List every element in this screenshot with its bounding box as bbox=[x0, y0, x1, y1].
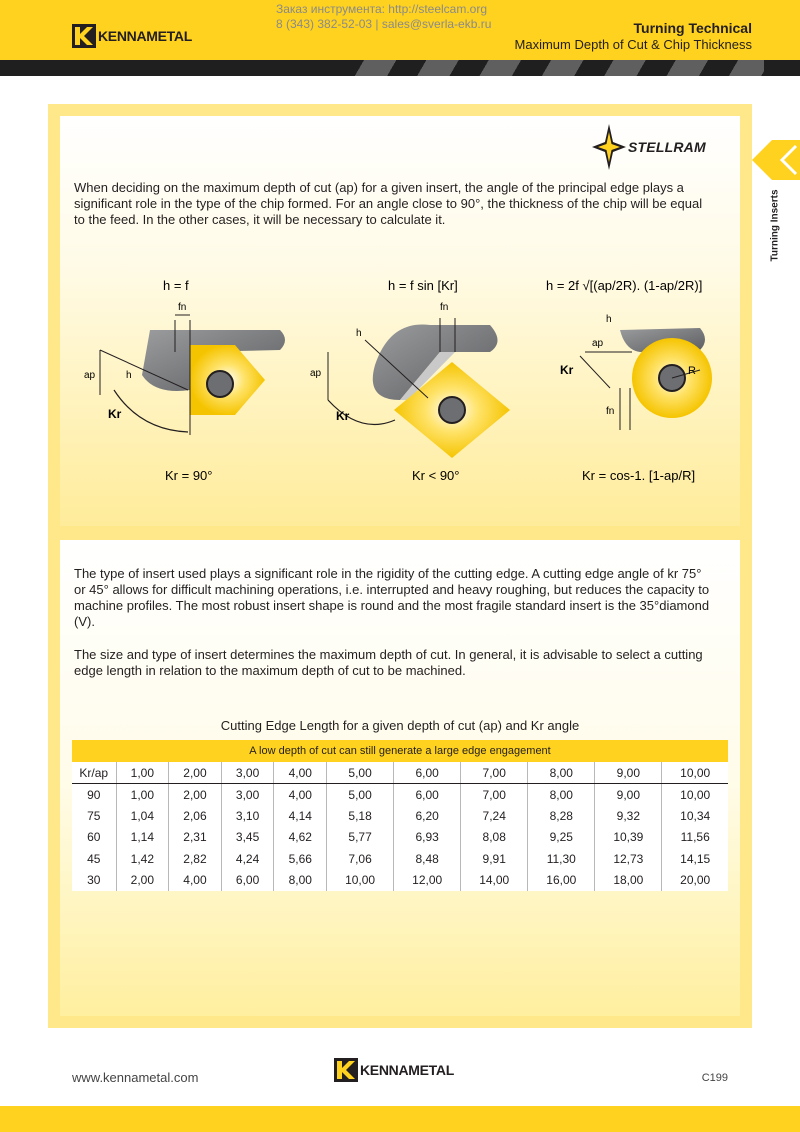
contact-info bbox=[276, 2, 491, 32]
table-cell: 4,00 bbox=[274, 784, 327, 806]
label-h-2: h bbox=[356, 328, 362, 339]
table-cell: 6,93 bbox=[394, 827, 461, 849]
stellram-brand: STELLRAM bbox=[628, 139, 706, 155]
contact-line-1: Заказ инструмента: http://steelcam.org bbox=[276, 2, 488, 16]
table-cell: 30 bbox=[72, 870, 116, 892]
section-title-main: Turning Technical bbox=[633, 20, 752, 36]
footer-bar bbox=[0, 1106, 800, 1132]
insert-hole-2 bbox=[439, 397, 465, 423]
page-header bbox=[0, 0, 800, 60]
table-cell: 9,91 bbox=[461, 848, 528, 870]
header-cell: 6,00 bbox=[394, 762, 461, 784]
formula-1: h = f bbox=[163, 278, 189, 293]
insert-hole-1 bbox=[207, 371, 233, 397]
table-cell: 14,15 bbox=[680, 851, 711, 866]
table-cell: 2,31 bbox=[169, 827, 222, 849]
diagram-kr-90 bbox=[84, 278, 285, 483]
page-number: C199 bbox=[701, 1072, 728, 1084]
table-row bbox=[72, 848, 728, 870]
label-r-3: R bbox=[688, 365, 696, 377]
header-cell: Kr/ap bbox=[72, 762, 116, 784]
table-cell: 8,28 bbox=[528, 805, 595, 827]
label-kr-2: Kr bbox=[336, 409, 350, 423]
label-fn-1: fn bbox=[178, 302, 187, 313]
label-ap-3: ap bbox=[592, 338, 604, 349]
table-cell: 5,00 bbox=[327, 784, 394, 806]
table-cell: 60 bbox=[72, 827, 116, 849]
table-cell: 1,42 bbox=[116, 848, 169, 870]
label-fn-3: fn bbox=[606, 406, 615, 417]
header-cell: 8,00 bbox=[528, 762, 595, 784]
table-cell: 8,48 bbox=[394, 848, 461, 870]
kennametal-k-icon bbox=[334, 1058, 358, 1082]
diagram-round-insert bbox=[546, 278, 712, 483]
header-cell: 4,00 bbox=[274, 762, 327, 784]
table-cell: 8,08 bbox=[461, 827, 528, 849]
table-cell: 4,24 bbox=[221, 848, 274, 870]
section-tab-text: Turning Inserts bbox=[769, 189, 781, 262]
header-cell: 9,00 bbox=[595, 762, 662, 784]
header-cell: 2,00 bbox=[169, 762, 222, 784]
brand-name: KENNAMETAL bbox=[98, 28, 192, 44]
kennametal-logo bbox=[72, 24, 192, 48]
footer-kennametal-logo bbox=[334, 1058, 454, 1082]
formula-2: h = f sin [Kr] bbox=[388, 278, 458, 293]
table-cell: 3,45 bbox=[221, 827, 274, 849]
contact-line-2: 8 (343) 382-52-03 | sales@sverla-ekb.ru bbox=[276, 17, 492, 31]
section-title bbox=[515, 20, 752, 53]
header-cell: 1,00 bbox=[116, 762, 169, 784]
table-cell: 5,77 bbox=[327, 827, 394, 849]
footer-website-link[interactable]: www.kennametal.com bbox=[72, 1070, 199, 1085]
caption-1: Kr = 90° bbox=[165, 468, 213, 483]
table-cell: 9,25 bbox=[528, 827, 595, 849]
label-fn-2: fn bbox=[440, 302, 449, 313]
table-cell: 8,00 bbox=[274, 870, 327, 892]
table-row bbox=[72, 805, 728, 827]
table-cell: 2,00 bbox=[116, 870, 169, 892]
table-cell: 16,00 bbox=[528, 870, 595, 892]
footer-brand-name: KENNAMETAL bbox=[360, 1062, 454, 1078]
cutting-edge-length-table bbox=[72, 762, 728, 891]
header-cell: 7,00 bbox=[461, 762, 528, 784]
chevron-left-icon bbox=[752, 140, 800, 180]
table-cell: 10,39 bbox=[595, 827, 662, 849]
caption-2: Kr < 90° bbox=[412, 468, 460, 483]
label-ap-1: ap bbox=[84, 370, 96, 381]
header-cell: 10,00 bbox=[662, 762, 728, 784]
table-cell: 9,00 bbox=[595, 784, 662, 806]
table-cell: 11,30 bbox=[528, 848, 595, 870]
table-row bbox=[72, 784, 728, 806]
stellram-logo bbox=[592, 124, 706, 170]
table-cell: 2,00 bbox=[169, 784, 222, 806]
table-cell: 20,00 bbox=[680, 873, 711, 888]
label-h-1: h bbox=[126, 370, 132, 381]
label-kr-3: Kr bbox=[560, 363, 574, 377]
table-cell: 7,06 bbox=[327, 848, 394, 870]
table-cell: 9,32 bbox=[595, 805, 662, 827]
table-cell: 4,62 bbox=[274, 827, 327, 849]
table-cell: 12,00 bbox=[394, 870, 461, 892]
depth-of-cut-paragraph: The size and type of insert determines the maximum depth of cut. In general, it is advisable to select a cutting edge length in relation to the maximum depth of cut to be machined. bbox=[74, 647, 703, 678]
table-cell: 1,14 bbox=[116, 827, 169, 849]
table-cell: 5,66 bbox=[274, 848, 327, 870]
section-tab-arrow[interactable] bbox=[752, 140, 800, 180]
label-ap-2: ap bbox=[310, 368, 322, 379]
header-cell: 3,00 bbox=[221, 762, 274, 784]
table-cell: 14,00 bbox=[461, 870, 528, 892]
table-cell: 6,00 bbox=[221, 870, 274, 892]
kennametal-k-icon bbox=[72, 24, 96, 48]
table-cell: 75 bbox=[72, 805, 116, 827]
table-cell: 90 bbox=[72, 784, 116, 806]
table-cell: 2,82 bbox=[169, 848, 222, 870]
caption-3: Kr = cos-1. [1-ap/R] bbox=[582, 468, 696, 483]
table-cell: 18,00 bbox=[595, 870, 662, 892]
table-cell: 10,34 bbox=[680, 808, 711, 823]
table-cell: 2,06 bbox=[169, 805, 222, 827]
table-cell: 7,00 bbox=[461, 784, 528, 806]
diagram-kr-less-90 bbox=[310, 278, 510, 483]
table-banner: A low depth of cut can still generate a large edge engagement bbox=[72, 740, 728, 762]
table-cell: 6,00 bbox=[394, 784, 461, 806]
table-cell: 1,00 bbox=[116, 784, 169, 806]
table-cell: 8,00 bbox=[528, 784, 595, 806]
section-tab-label bbox=[760, 190, 782, 270]
table-cell: 11,56 bbox=[680, 830, 710, 845]
formula-3: h = 2f √[(ap/2R). (1-ap/2R)] bbox=[546, 278, 703, 293]
intro-paragraph: When deciding on the maximum depth of cut (ap) for a given insert, the angle of the principal edge plays a significant role in the type of the chip formed. For an angle close to 90°, the thickness of the chip will be equal to the feed. In the other cases, it will be necessary to calculate it. bbox=[74, 180, 703, 227]
header-stripe bbox=[0, 60, 800, 76]
stellram-star-icon bbox=[592, 124, 626, 170]
table-cell: 4,00 bbox=[169, 870, 222, 892]
table-row bbox=[72, 827, 728, 849]
table-cell: 45 bbox=[72, 848, 116, 870]
table-cell: 3,00 bbox=[221, 784, 274, 806]
label-h-3: h bbox=[606, 314, 612, 325]
header-cell: 5,00 bbox=[327, 762, 394, 784]
table-cell: 10,00 bbox=[327, 870, 394, 892]
table-cell: 5,18 bbox=[327, 805, 394, 827]
table-cell: 10,00 bbox=[680, 787, 711, 802]
table-cell: 3,10 bbox=[221, 805, 274, 827]
table-cell: 12,73 bbox=[595, 848, 662, 870]
label-kr-1: Kr bbox=[108, 407, 122, 421]
table-cell: 4,14 bbox=[274, 805, 327, 827]
chip-thickness-diagrams bbox=[60, 270, 740, 500]
table-row bbox=[72, 870, 728, 892]
insert-rigidity-paragraph: The type of insert used plays a significant role in the rigidity of the cutting edge. A cutting edge angle of kr 75° or 45° allows for difficult machining operations, i.e. interrupted and heavy roughing, but reduces the capacity to machine profiles. The most robust insert shape is round and the most fragile standard insert is the 35°diamond (V). bbox=[74, 566, 710, 629]
table-cell: 6,20 bbox=[394, 805, 461, 827]
table-caption: Cutting Edge Length for a given depth of cut (ap) and Kr angle bbox=[220, 718, 580, 733]
table-cell: 7,24 bbox=[461, 805, 528, 827]
table-header-row bbox=[72, 762, 728, 784]
section-title-sub: Maximum Depth of Cut & Chip Thickness bbox=[514, 37, 752, 52]
table-cell: 1,04 bbox=[116, 805, 169, 827]
